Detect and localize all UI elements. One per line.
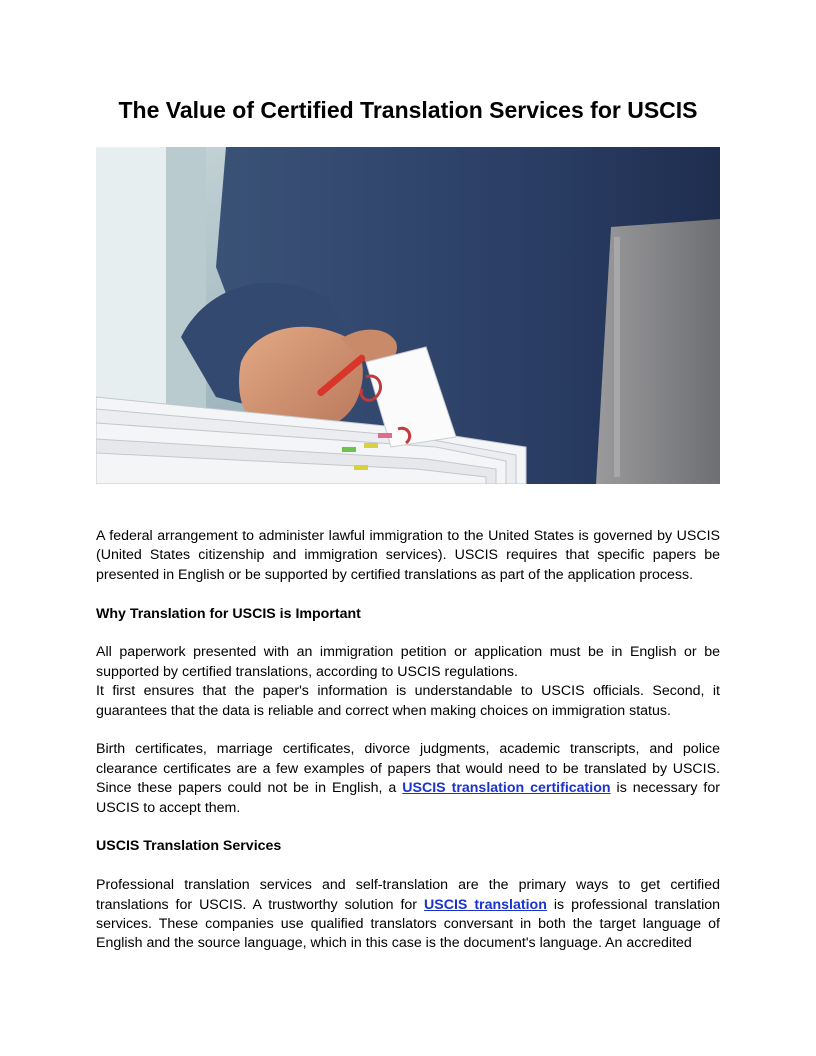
paragraph-requirements: All paperwork presented with an immigration petition or application must be in English or be supported by certified translations, according to USCIS regulations. xyxy=(96,644,720,680)
section-heading-why: Why Translation for USCIS is Important xyxy=(96,605,361,622)
uscis-translation-certification-link[interactable]: USCIS translation certification xyxy=(402,780,611,797)
paragraph-reasons: It first ensures that the paper's information is understandable to USCIS officials. Second, it guarantees that the data is reliable and correct when making choices on immigration status. xyxy=(96,683,720,719)
article-body xyxy=(96,527,720,954)
spacer xyxy=(96,857,720,876)
paragraph-examples-tail: is necessary for USCIS to accept them. xyxy=(96,780,720,816)
hero-photo xyxy=(96,147,720,484)
spacer xyxy=(96,721,720,740)
intro-paragraph: A federal arrangement to administer lawful immigration to the United States is governed by USCIS (United States citizenship and immigration services). USCIS requires that specific papers be presented in English or be supported by certified translations as part of the application process. xyxy=(96,528,720,583)
section-heading-services: USCIS Translation Services xyxy=(96,838,282,855)
paragraph-services xyxy=(96,876,720,954)
paragraph-services-text: Professional translation services and self-translation are the primary ways to get certified translations for USCIS. A trustworthy solution for xyxy=(96,877,720,913)
document-title: The Value of Certified Translation Services for USCIS xyxy=(118,97,698,123)
paragraph-services-tail: is professional translation services. These companies use qualified translators conversant in both the target language of English and the source language, which in this case is the document's language. An accredited xyxy=(96,896,721,952)
spacer xyxy=(96,818,720,837)
paragraph-examples-text: Birth certificates, marriage certificates, divorce judgments, academic transcripts, and police clearance certificates are a few examples of papers that would need to be translated by USCIS. Since these papers could not be in English, a xyxy=(96,741,720,797)
paragraph-examples xyxy=(96,740,720,818)
spacer xyxy=(96,585,720,604)
uscis-translation-link[interactable]: USCIS translation xyxy=(424,896,547,913)
spacer xyxy=(96,624,720,643)
